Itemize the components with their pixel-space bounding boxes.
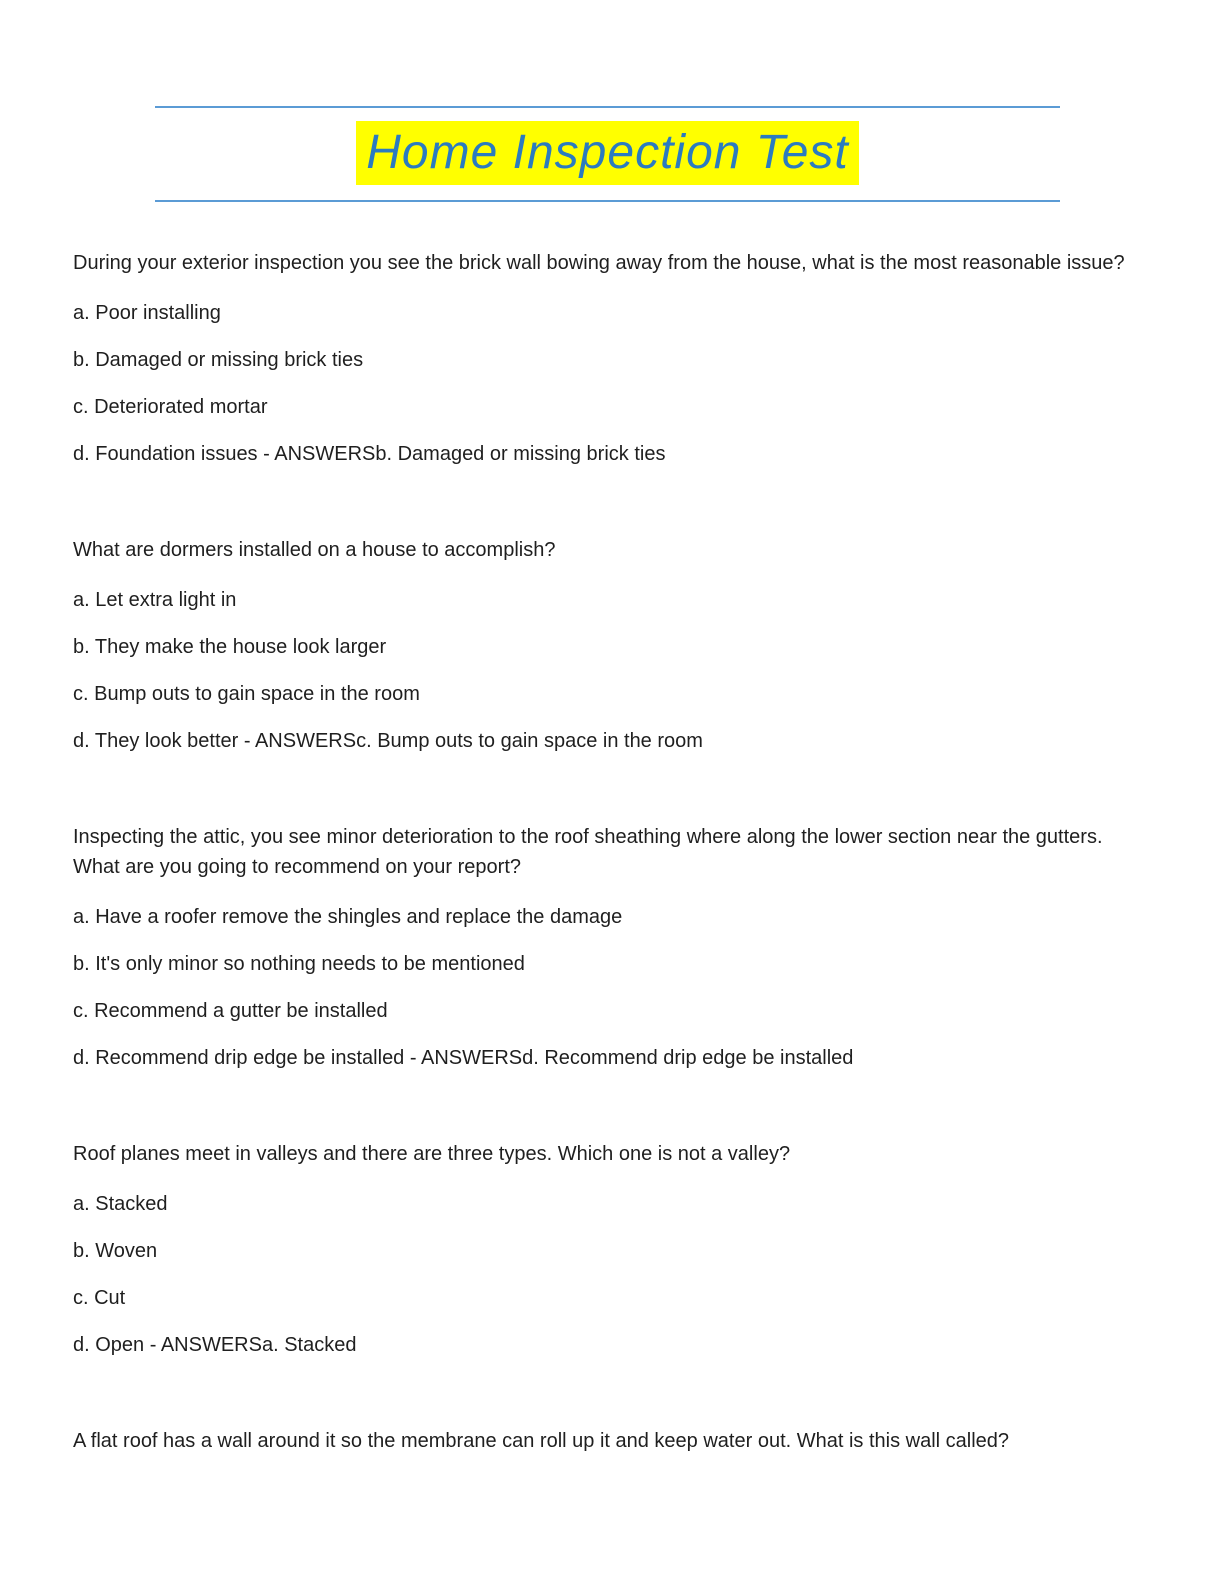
- title-top-rule: [155, 106, 1060, 108]
- question-option-b: b. It's only minor so nothing needs to be mentioned: [73, 953, 525, 975]
- question-option-a: a. Let extra light in: [73, 589, 237, 611]
- question-option-d: d. Foundation issues - ANSWERSb. Damaged or missing brick ties: [73, 443, 666, 465]
- question-option-b: b. They make the house look larger: [73, 636, 387, 658]
- question-option-c: c. Bump outs to gain space in the room: [73, 683, 420, 705]
- question-text: Roof planes meet in valleys and there are three types. Which one is not a valley?: [73, 1143, 791, 1165]
- question-option-d: d. They look better - ANSWERSc. Bump outs to gain space in the room: [73, 730, 703, 752]
- question-text: A flat roof has a wall around it so the membrane can roll up it and keep water out. What is this wall called?: [73, 1430, 1010, 1452]
- document-body: [73, 248, 1134, 1456]
- question-option-a: a. Poor installing: [73, 302, 221, 324]
- question-text: What are dormers installed on a house to accomplish?: [73, 539, 556, 561]
- question-option-b: b. Woven: [73, 1240, 158, 1262]
- title-section: [0, 0, 1224, 202]
- question-text: During your exterior inspection you see the brick wall bowing away from the house, what is the most reasonable issue?: [73, 252, 1125, 274]
- title-bottom-rule: [155, 200, 1060, 202]
- question-option-a: a. Have a roofer remove the shingles and replace the damage: [73, 906, 623, 928]
- question-block-5: [73, 1426, 1134, 1456]
- question-option-d: d. Recommend drip edge be installed - ANSWERSd. Recommend drip edge be installed: [73, 1047, 854, 1069]
- title-highlight: Home Inspection Test: [356, 121, 858, 185]
- question-text: Inspecting the attic, you see minor deterioration to the roof sheathing where along the lower section near the gutters. What are you going to recommend on your report?: [73, 826, 1103, 878]
- question-option-d: d. Open - ANSWERSa. Stacked: [73, 1334, 357, 1356]
- question-option-c: c. Recommend a gutter be installed: [73, 1000, 388, 1022]
- question-block-2: [73, 535, 1134, 756]
- question-option-c: c. Deteriorated mortar: [73, 396, 268, 418]
- question-block-1: [73, 248, 1134, 469]
- title-line: [155, 121, 1060, 185]
- page-title: [155, 121, 1060, 185]
- question-option-a: a. Stacked: [73, 1193, 168, 1215]
- question-option-c: c. Cut: [73, 1287, 126, 1309]
- question-block-3: [73, 822, 1134, 1073]
- question-option-b: b. Damaged or missing brick ties: [73, 349, 364, 371]
- question-block-4: [73, 1139, 1134, 1360]
